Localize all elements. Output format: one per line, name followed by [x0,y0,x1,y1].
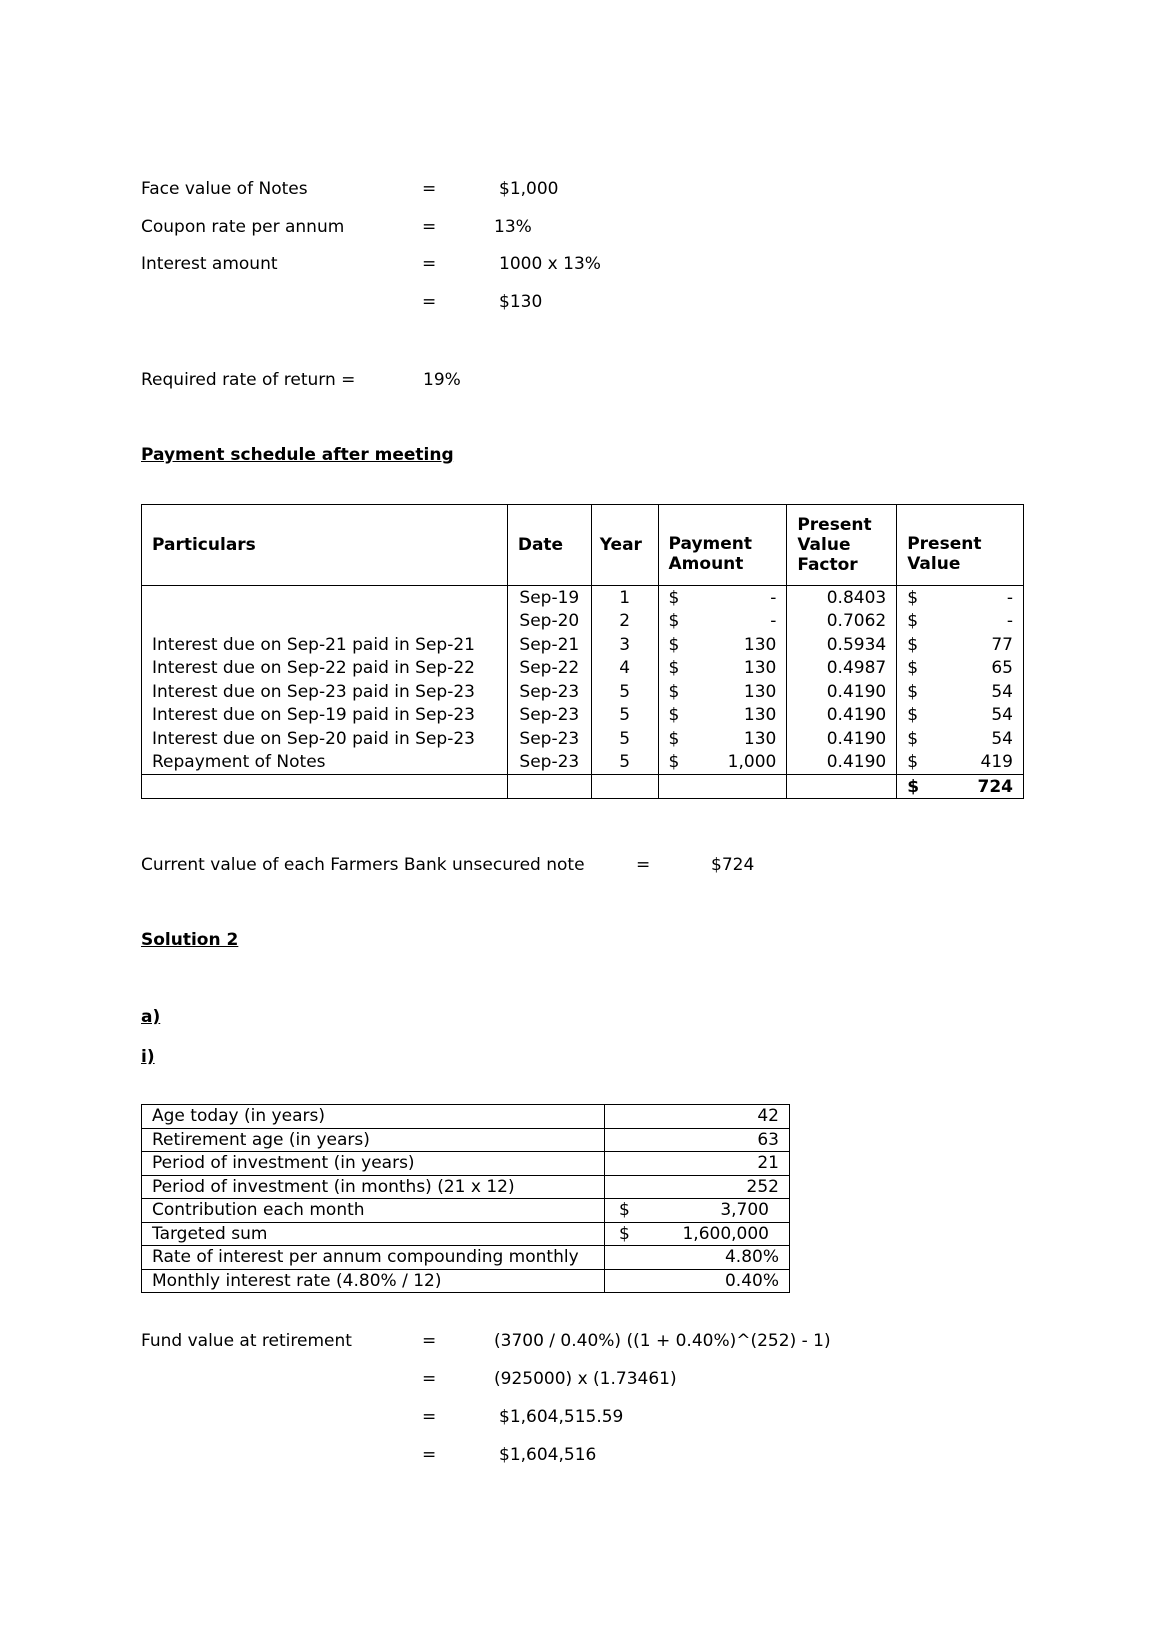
year-cell: 1 [591,586,658,610]
particulars-cell [142,610,508,634]
particulars-cell: Repayment of Notes [142,751,508,775]
table-row [142,1222,790,1246]
present-value: 419 [980,752,1013,773]
year-cell: 5 [591,751,658,775]
payment-amount: - [770,611,777,632]
table-row [142,1105,790,1129]
date-cell: Sep-23 [507,751,591,775]
date-cell: Sep-23 [507,680,591,704]
payment-schedule-table [141,504,1024,799]
retirement-value-cell [605,1246,790,1270]
table-row [142,751,1024,775]
currency-symbol: $ [907,705,919,726]
retirement-value-cell [605,1175,790,1199]
pv-factor-cell: 0.5934 [787,633,897,657]
payment-amount-cell [658,657,787,681]
table-row [142,704,1024,728]
pv-factor-cell: 0.4987 [787,657,897,681]
date-cell: Sep-23 [507,727,591,751]
payment-amount: 130 [743,705,777,726]
equals-sign: = [636,855,651,875]
currency-symbol: $ [619,1200,630,1221]
retirement-table [141,1104,790,1293]
retirement-value: 252 [746,1176,779,1197]
payment-amount-cell [658,586,787,610]
present-value: - [1006,587,1013,608]
year-cell: 4 [591,657,658,681]
currency-symbol: $ [668,752,680,773]
currency-symbol: $ [907,681,919,702]
currency-symbol: $ [907,752,919,773]
table-row [142,610,1024,634]
equals-sign: = [422,179,437,199]
header-particulars: Particulars [142,505,508,586]
table-row [142,680,1024,704]
coupon-rate-value: 13% [494,217,532,237]
retirement-value-cell [605,1269,790,1293]
header-payment-amount: Payment Amount [658,505,787,586]
payment-amount: 130 [743,658,777,679]
retirement-label-cell: Targeted sum [142,1222,605,1246]
equals-sign: = [422,292,437,312]
particulars-cell: Interest due on Sep-19 paid in Sep-23 [142,704,508,728]
retirement-value: 42 [757,1106,779,1127]
table-row [142,1128,790,1152]
pv-factor-cell: 0.8403 [787,586,897,610]
solution-2-heading: Solution 2 [141,930,239,950]
pv-factor-cell: 0.4190 [787,727,897,751]
present-value-cell [897,610,1024,634]
year-cell: 2 [591,610,658,634]
fund-value-label: Fund value at retirement [141,1331,352,1351]
currency-symbol: $ [907,611,919,632]
table-row [142,1152,790,1176]
present-value: 54 [991,681,1013,702]
retirement-value-cell [605,1128,790,1152]
currency-symbol: $ [668,681,680,702]
retirement-label-cell: Age today (in years) [142,1105,605,1129]
currency-symbol: $ [668,705,680,726]
retirement-value: 21 [757,1153,779,1174]
present-value: - [1006,611,1013,632]
currency-symbol: $ [668,634,680,655]
retirement-value-cell [605,1199,790,1223]
payment-amount: 1,000 [727,752,777,773]
schedule-heading: Payment schedule after meeting [141,445,454,465]
present-value-cell [897,751,1024,775]
payment-amount-cell [658,610,787,634]
present-value-cell [897,727,1024,751]
date-cell: Sep-19 [507,586,591,610]
currency-symbol: $ [668,658,680,679]
retirement-label-cell: Period of investment (in years) [142,1152,605,1176]
payment-amount-cell [658,704,787,728]
total-row [142,775,1024,799]
total-present-value: 724 [977,776,1013,797]
present-value: 54 [991,728,1013,749]
payment-amount: - [770,587,777,608]
present-value: 54 [991,705,1013,726]
required-rate-label: Required rate of return = [141,370,356,390]
interest-amount-formula: 1000 x 13% [499,254,601,274]
fund-formula: (3700 / 0.40%) ((1 + 0.40%)^(252) - 1) [494,1331,831,1351]
present-value-cell [897,586,1024,610]
retirement-value: 3,700 [720,1200,769,1221]
payment-amount: 130 [743,728,777,749]
retirement-label-cell: Retirement age (in years) [142,1128,605,1152]
equals-sign: = [422,1369,437,1389]
year-cell: 5 [591,704,658,728]
present-value-cell [897,680,1024,704]
current-value: $724 [711,855,755,875]
currency-symbol: $ [907,658,919,679]
payment-amount-cell [658,633,787,657]
table-row [142,1246,790,1270]
retirement-value: 0.40% [724,1270,779,1291]
currency-symbol: $ [619,1223,630,1244]
header-present-value: Present Value [897,505,1024,586]
particulars-cell [142,586,508,610]
date-cell: Sep-23 [507,704,591,728]
table-row [142,1175,790,1199]
fund-result-rounded: $1,604,516 [499,1445,597,1465]
year-cell: 3 [591,633,658,657]
equals-sign: = [422,1407,437,1427]
payment-amount: 130 [743,634,777,655]
retirement-value: 63 [757,1129,779,1150]
table-row [142,1269,790,1293]
date-cell: Sep-21 [507,633,591,657]
year-cell: 5 [591,727,658,751]
fund-result-exact: $1,604,515.59 [499,1407,624,1427]
retirement-value-cell [605,1152,790,1176]
table-row [142,657,1024,681]
table-row [142,1199,790,1223]
particulars-cell: Interest due on Sep-21 paid in Sep-21 [142,633,508,657]
retirement-value: 1,600,000 [682,1223,769,1244]
header-date: Date [507,505,591,586]
payment-amount-cell [658,727,787,751]
currency-symbol: $ [668,728,680,749]
header-pv-factor: Present Value Factor [787,505,897,586]
required-rate-value: 19% [423,370,461,390]
date-cell: Sep-22 [507,657,591,681]
part-a-heading: a) [141,1007,161,1027]
particulars-cell: Interest due on Sep-20 paid in Sep-23 [142,727,508,751]
table-row [142,586,1024,610]
table-row [142,727,1024,751]
year-cell: 5 [591,680,658,704]
pv-factor-cell: 0.4190 [787,680,897,704]
total-present-value-cell [897,775,1024,799]
present-value: 65 [991,658,1013,679]
interest-amount-value: $130 [499,292,543,312]
currency-symbol: $ [907,776,920,797]
table-row [142,633,1024,657]
part-i-heading: i) [141,1047,155,1067]
currency-symbol: $ [907,634,919,655]
face-value-label: Face value of Notes [141,179,308,199]
equals-sign: = [422,1331,437,1351]
fund-step: (925000) x (1.73461) [494,1369,677,1389]
present-value-cell [897,704,1024,728]
retirement-label-cell: Monthly interest rate (4.80% / 12) [142,1269,605,1293]
header-year: Year [591,505,658,586]
currency-symbol: $ [907,728,919,749]
equals-sign: = [422,217,437,237]
particulars-cell: Interest due on Sep-22 paid in Sep-22 [142,657,508,681]
payment-amount-cell [658,680,787,704]
retirement-value: 4.80% [724,1247,779,1268]
present-value-cell [897,633,1024,657]
payment-amount-cell [658,751,787,775]
retirement-value-cell [605,1222,790,1246]
retirement-label-cell: Rate of interest per annum compounding monthly [142,1246,605,1270]
face-value: $1,000 [499,179,559,199]
retirement-value-cell [605,1105,790,1129]
date-cell: Sep-20 [507,610,591,634]
pv-factor-cell: 0.4190 [787,704,897,728]
present-value: 77 [991,634,1013,655]
equals-sign: = [422,254,437,274]
pv-factor-cell: 0.4190 [787,751,897,775]
present-value-cell [897,657,1024,681]
currency-symbol: $ [668,611,680,632]
pv-factor-cell: 0.7062 [787,610,897,634]
retirement-label-cell: Contribution each month [142,1199,605,1223]
payment-amount: 130 [743,681,777,702]
currency-symbol: $ [907,587,919,608]
equals-sign: = [422,1445,437,1465]
coupon-rate-label: Coupon rate per annum [141,217,345,237]
retirement-label-cell: Period of investment (in months) (21 x 12) [142,1175,605,1199]
particulars-cell: Interest due on Sep-23 paid in Sep-23 [142,680,508,704]
current-value-label: Current value of each Farmers Bank unsecured note [141,855,585,875]
interest-amount-label: Interest amount [141,254,278,274]
currency-symbol: $ [668,587,680,608]
